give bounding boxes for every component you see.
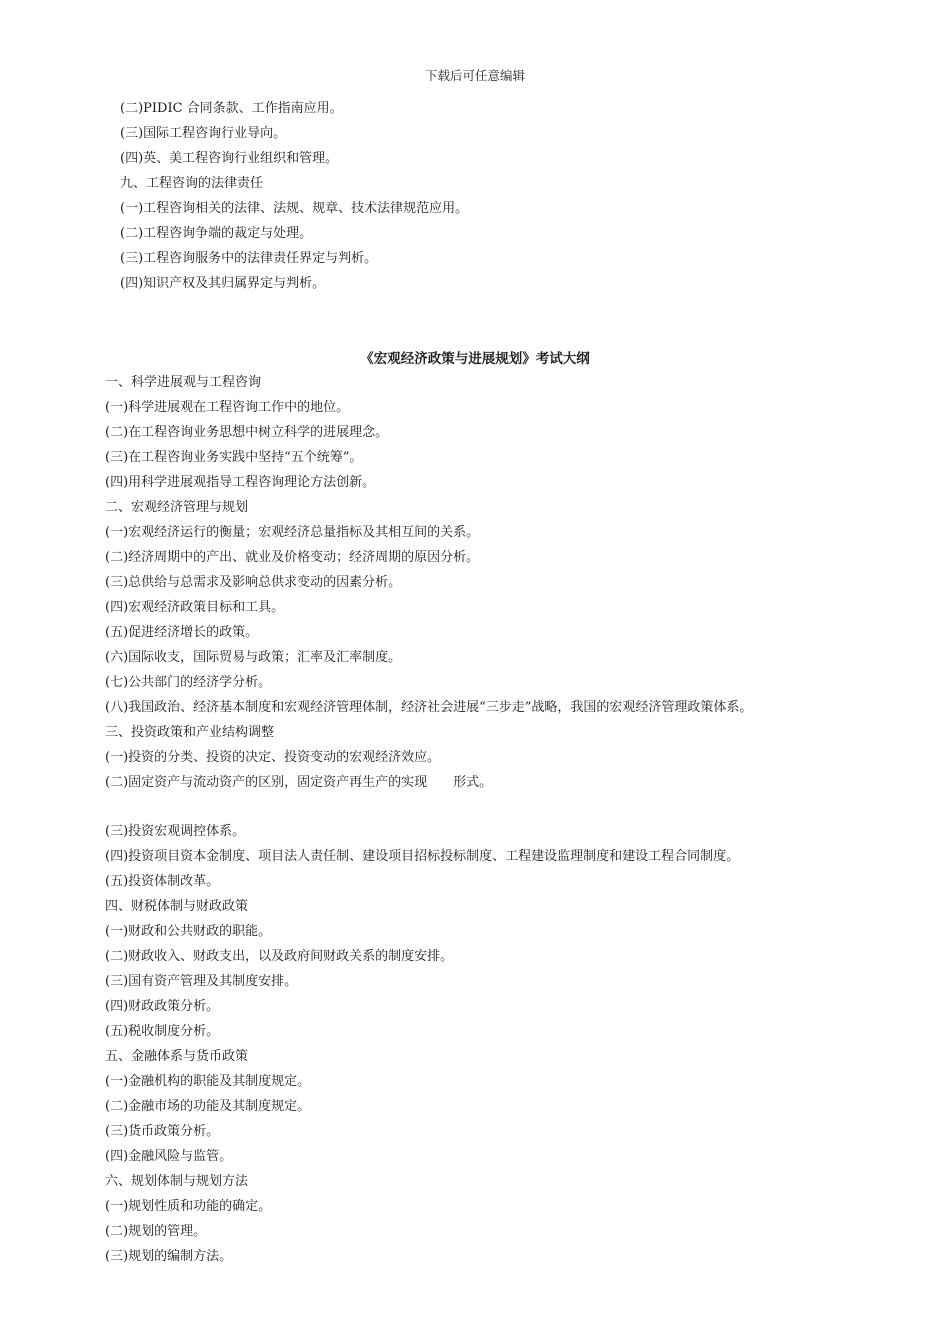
section-heading: 四、财税体制与财政政策 bbox=[105, 899, 249, 914]
list-item: (一)科学进展观在工程咨询工作中的地位。 bbox=[105, 400, 350, 415]
list-item: (四)英、美工程咨询行业组织和管理。 bbox=[120, 151, 339, 166]
list-item: (一)规划性质和功能的确定。 bbox=[105, 1199, 272, 1214]
list-item: (一)投资的分类、投资的决定、投资变动的宏观经济效应。 bbox=[105, 750, 441, 765]
list-item: (五)投资体制改革。 bbox=[105, 874, 220, 889]
list-item: (二)规划的管理。 bbox=[105, 1224, 207, 1239]
document-title: 《宏观经济政策与进展规划》考试大纲 bbox=[360, 351, 590, 367]
outline-body bbox=[105, 370, 752, 1269]
list-item: (二)在工程咨询业务思想中树立科学的进展理念。 bbox=[105, 425, 389, 440]
list-item: (二)金融市场的功能及其制度规定。 bbox=[105, 1099, 311, 1114]
list-item: (四)投资项目资本金制度、项目法人责任制、建设项目招标投标制度、工程建设监理制度和建设工程合同制度。 bbox=[105, 849, 740, 864]
list-item: (六)国际收支，国际贸易与政策；汇率及汇率制度。 bbox=[105, 650, 402, 665]
section-heading: 三、投资政策和产业结构调整 bbox=[105, 725, 275, 740]
list-item: (四)用科学进展观指导工程咨询理论方法创新。 bbox=[105, 475, 376, 490]
section-heading: 二、宏观经济管理与规划 bbox=[105, 500, 249, 515]
list-item: (四)金融风险与监管。 bbox=[105, 1149, 233, 1164]
list-item: (二)工程咨询争端的裁定与处理。 bbox=[120, 226, 313, 241]
list-item: (五)促进经济增长的政策。 bbox=[105, 625, 259, 640]
list-item: (一)工程咨询相关的法律、法规、规章、技术法律规范应用。 bbox=[120, 201, 469, 216]
list-item: (一)财政和公共财政的职能。 bbox=[105, 924, 272, 939]
list-item: (二)财政收入、财政支出，以及政府间财政关系的制度安排。 bbox=[105, 949, 454, 964]
list-item: (二)PIDIC 合同条款、工作指南应用。 bbox=[120, 101, 343, 116]
list-item: (三)工程咨询服务中的法律责任界定与判析。 bbox=[120, 251, 378, 266]
top-section bbox=[120, 96, 468, 296]
list-item: (七)公共部门的经济学分析。 bbox=[105, 675, 272, 690]
list-item: (二)固定资产与流动资产的区别，固定资产再生产的实现 形式。 bbox=[105, 775, 493, 790]
list-item: (五)税收制度分析。 bbox=[105, 1024, 220, 1039]
section-heading: 六、规划体制与规划方法 bbox=[105, 1174, 249, 1189]
list-item: (四)知识产权及其归属界定与判析。 bbox=[120, 276, 326, 291]
list-item: (三)投资宏观调控体系。 bbox=[105, 824, 246, 839]
list-item: (一)金融机构的职能及其制度规定。 bbox=[105, 1074, 311, 1089]
list-item: (三)在工程咨询业务实践中坚持“五个统筹”。 bbox=[105, 450, 363, 465]
section-heading: 五、金融体系与货币政策 bbox=[105, 1049, 249, 1064]
list-item: (四)财政政策分析。 bbox=[105, 999, 220, 1014]
blank-line bbox=[105, 795, 752, 819]
list-item: (三)国有资产管理及其制度安排。 bbox=[105, 974, 298, 989]
list-item: (三)总供给与总需求及影响总供求变动的因素分析。 bbox=[105, 575, 402, 590]
list-item: (三)规划的编制方法。 bbox=[105, 1249, 233, 1264]
list-item: (二)经济周期中的产出、就业及价格变动；经济周期的原因分析。 bbox=[105, 550, 480, 565]
list-item: (三)国际工程咨询行业导向。 bbox=[120, 126, 287, 141]
page-header: 下载后可任意编辑 bbox=[424, 68, 525, 83]
section-heading: 九、工程咨询的法律责任 bbox=[120, 176, 264, 191]
list-item: (八)我国政治、经济基本制度和宏观经济管理体制，经济社会进展“三步走”战略，我国的宏观经济管理政策体系。 bbox=[105, 700, 753, 715]
section-heading: 一、科学进展观与工程咨询 bbox=[105, 375, 262, 390]
list-item: (三)货币政策分析。 bbox=[105, 1124, 220, 1139]
list-item: (一)宏观经济运行的衡量；宏观经济总量指标及其相互间的关系。 bbox=[105, 525, 480, 540]
list-item: (四)宏观经济政策目标和工具。 bbox=[105, 600, 285, 615]
